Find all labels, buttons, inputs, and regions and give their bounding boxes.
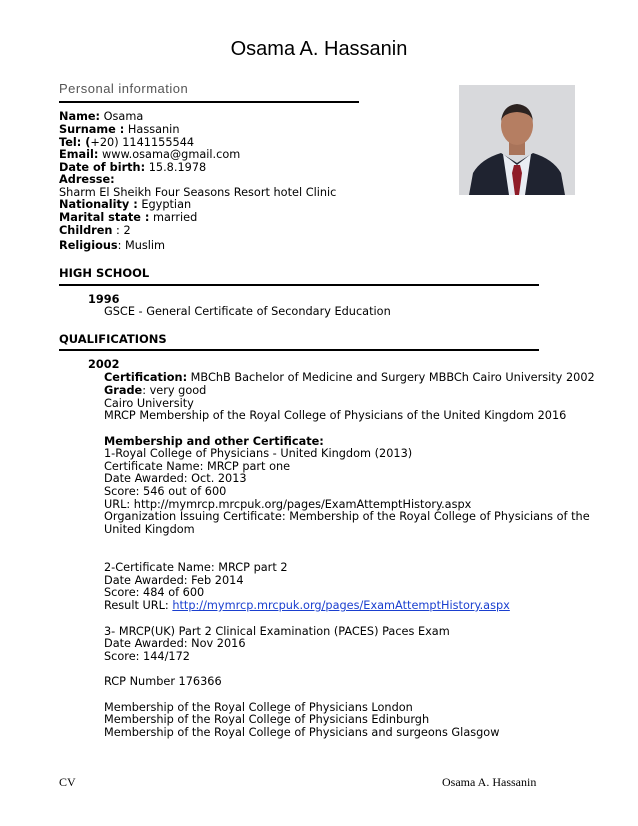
info-label: Adresse: — [59, 173, 115, 186]
block1-line: URL: http://mymrcp.mrcpuk.org/pages/ExamAttemptHistory.aspx — [104, 498, 472, 511]
personal-info-heading: Personal information — [59, 81, 189, 96]
membership-heading: Membership and other Certificate: — [104, 435, 324, 448]
grade-line — [104, 384, 206, 397]
block2-line: Score: 484 of 600 — [104, 586, 205, 599]
block1-line: Score: 546 out of 600 — [104, 485, 227, 498]
info-value: +20) 1141155544 — [90, 136, 195, 149]
high-school-divider — [59, 284, 539, 286]
block1-line: Certificate Name: MRCP part one — [104, 460, 291, 473]
portrait-icon — [459, 85, 575, 195]
info-row-nationality — [59, 198, 191, 211]
info-value: married — [149, 211, 198, 224]
info-label: Marital state : — [59, 211, 150, 224]
qualifications-year: 2002 — [88, 358, 120, 371]
info-label: Surname : — [59, 123, 125, 136]
block2-line: 2-Certificate Name: MRCP part 2 — [104, 561, 288, 574]
profile-photo — [459, 85, 575, 195]
high-school-heading: HIGH SCHOOL — [59, 266, 150, 280]
info-label: Religious — [59, 239, 118, 252]
certification-value: MBChB Bachelor of Medicine and Surgery MBBCh Cairo University 2002 — [187, 371, 595, 384]
info-label: Date of birth: — [59, 161, 146, 174]
info-row-email — [59, 148, 240, 161]
info-value: Osama — [100, 110, 144, 123]
info-row-children — [59, 224, 131, 237]
info-value: : 2 — [112, 224, 131, 237]
qualifications-heading: QUALIFICATIONS — [59, 332, 167, 346]
info-label: Nationality : — [59, 198, 138, 211]
certification-line — [104, 371, 595, 384]
membership-item: Membership of the Royal College of Physicians London — [104, 701, 413, 714]
footer-right: Osama A. Hassanin — [442, 775, 537, 789]
university-line: Cairo University — [104, 397, 194, 410]
qualifications-divider — [59, 349, 539, 351]
rcp-number: RCP Number 176366 — [104, 675, 222, 688]
info-value: Sharm El Sheikh Four Seasons Resort hotel Clinic — [59, 186, 337, 199]
block1-line: Organization Issuing Certificate: Membership of the Royal College of Physicians of the — [104, 510, 590, 523]
info-value: : Muslim — [117, 239, 166, 252]
block2-line: Date Awarded: Feb 2014 — [104, 574, 244, 587]
info-value: Egyptian — [137, 198, 192, 211]
block3-line: Date Awarded: Nov 2016 — [104, 637, 246, 650]
info-label: Email: — [59, 148, 99, 161]
info-label: Name: — [59, 110, 101, 123]
block3-line: Score: 144/172 — [104, 650, 190, 663]
page-title: Osama A. Hassanin — [230, 38, 408, 60]
membership-item: Membership of the Royal College of Physicians and surgeons Glasgow — [104, 726, 500, 739]
grade-value: : very good — [142, 384, 207, 397]
personal-info-divider — [59, 101, 359, 103]
membership-item: Membership of the Royal College of Physicians Edinburgh — [104, 713, 430, 726]
mrcp-line: MRCP Membership of the Royal College of Physicians of the United Kingdom 2016 — [104, 409, 567, 422]
info-row-religion — [59, 239, 165, 252]
certification-label: Certification: — [104, 371, 188, 384]
info-value: Hassanin — [124, 123, 180, 136]
info-row-name — [59, 110, 143, 123]
result-url-link[interactable]: http://mymrcp.mrcpuk.org/pages/ExamAttemptHistory.aspx — [172, 599, 510, 612]
info-value: www.osama@gmail.com — [98, 148, 241, 161]
info-row-marital — [59, 211, 197, 224]
info-label: Tel: ( — [59, 136, 91, 149]
block3-line: 3- MRCP(UK) Part 2 Clinical Examination (PACES) Paces Exam — [104, 625, 450, 638]
result-url-line — [104, 599, 510, 612]
high-school-text: GSCE - General Certificate of Secondary Education — [104, 305, 391, 318]
block1-line: Date Awarded: Oct. 2013 — [104, 472, 247, 485]
info-row-address-label — [59, 173, 115, 186]
high-school-year: 1996 — [88, 293, 120, 306]
block1-line: 1-Royal College of Physicians - United Kingdom (2013) — [104, 447, 413, 460]
info-value: 15.8.1978 — [145, 161, 207, 174]
result-url-label: Result URL: — [104, 599, 173, 612]
info-row-surname — [59, 123, 179, 136]
footer-left: CV — [59, 775, 76, 789]
block1-line: United Kingdom — [104, 523, 195, 536]
grade-label: Grade — [104, 384, 143, 397]
info-label: Children — [59, 224, 113, 237]
